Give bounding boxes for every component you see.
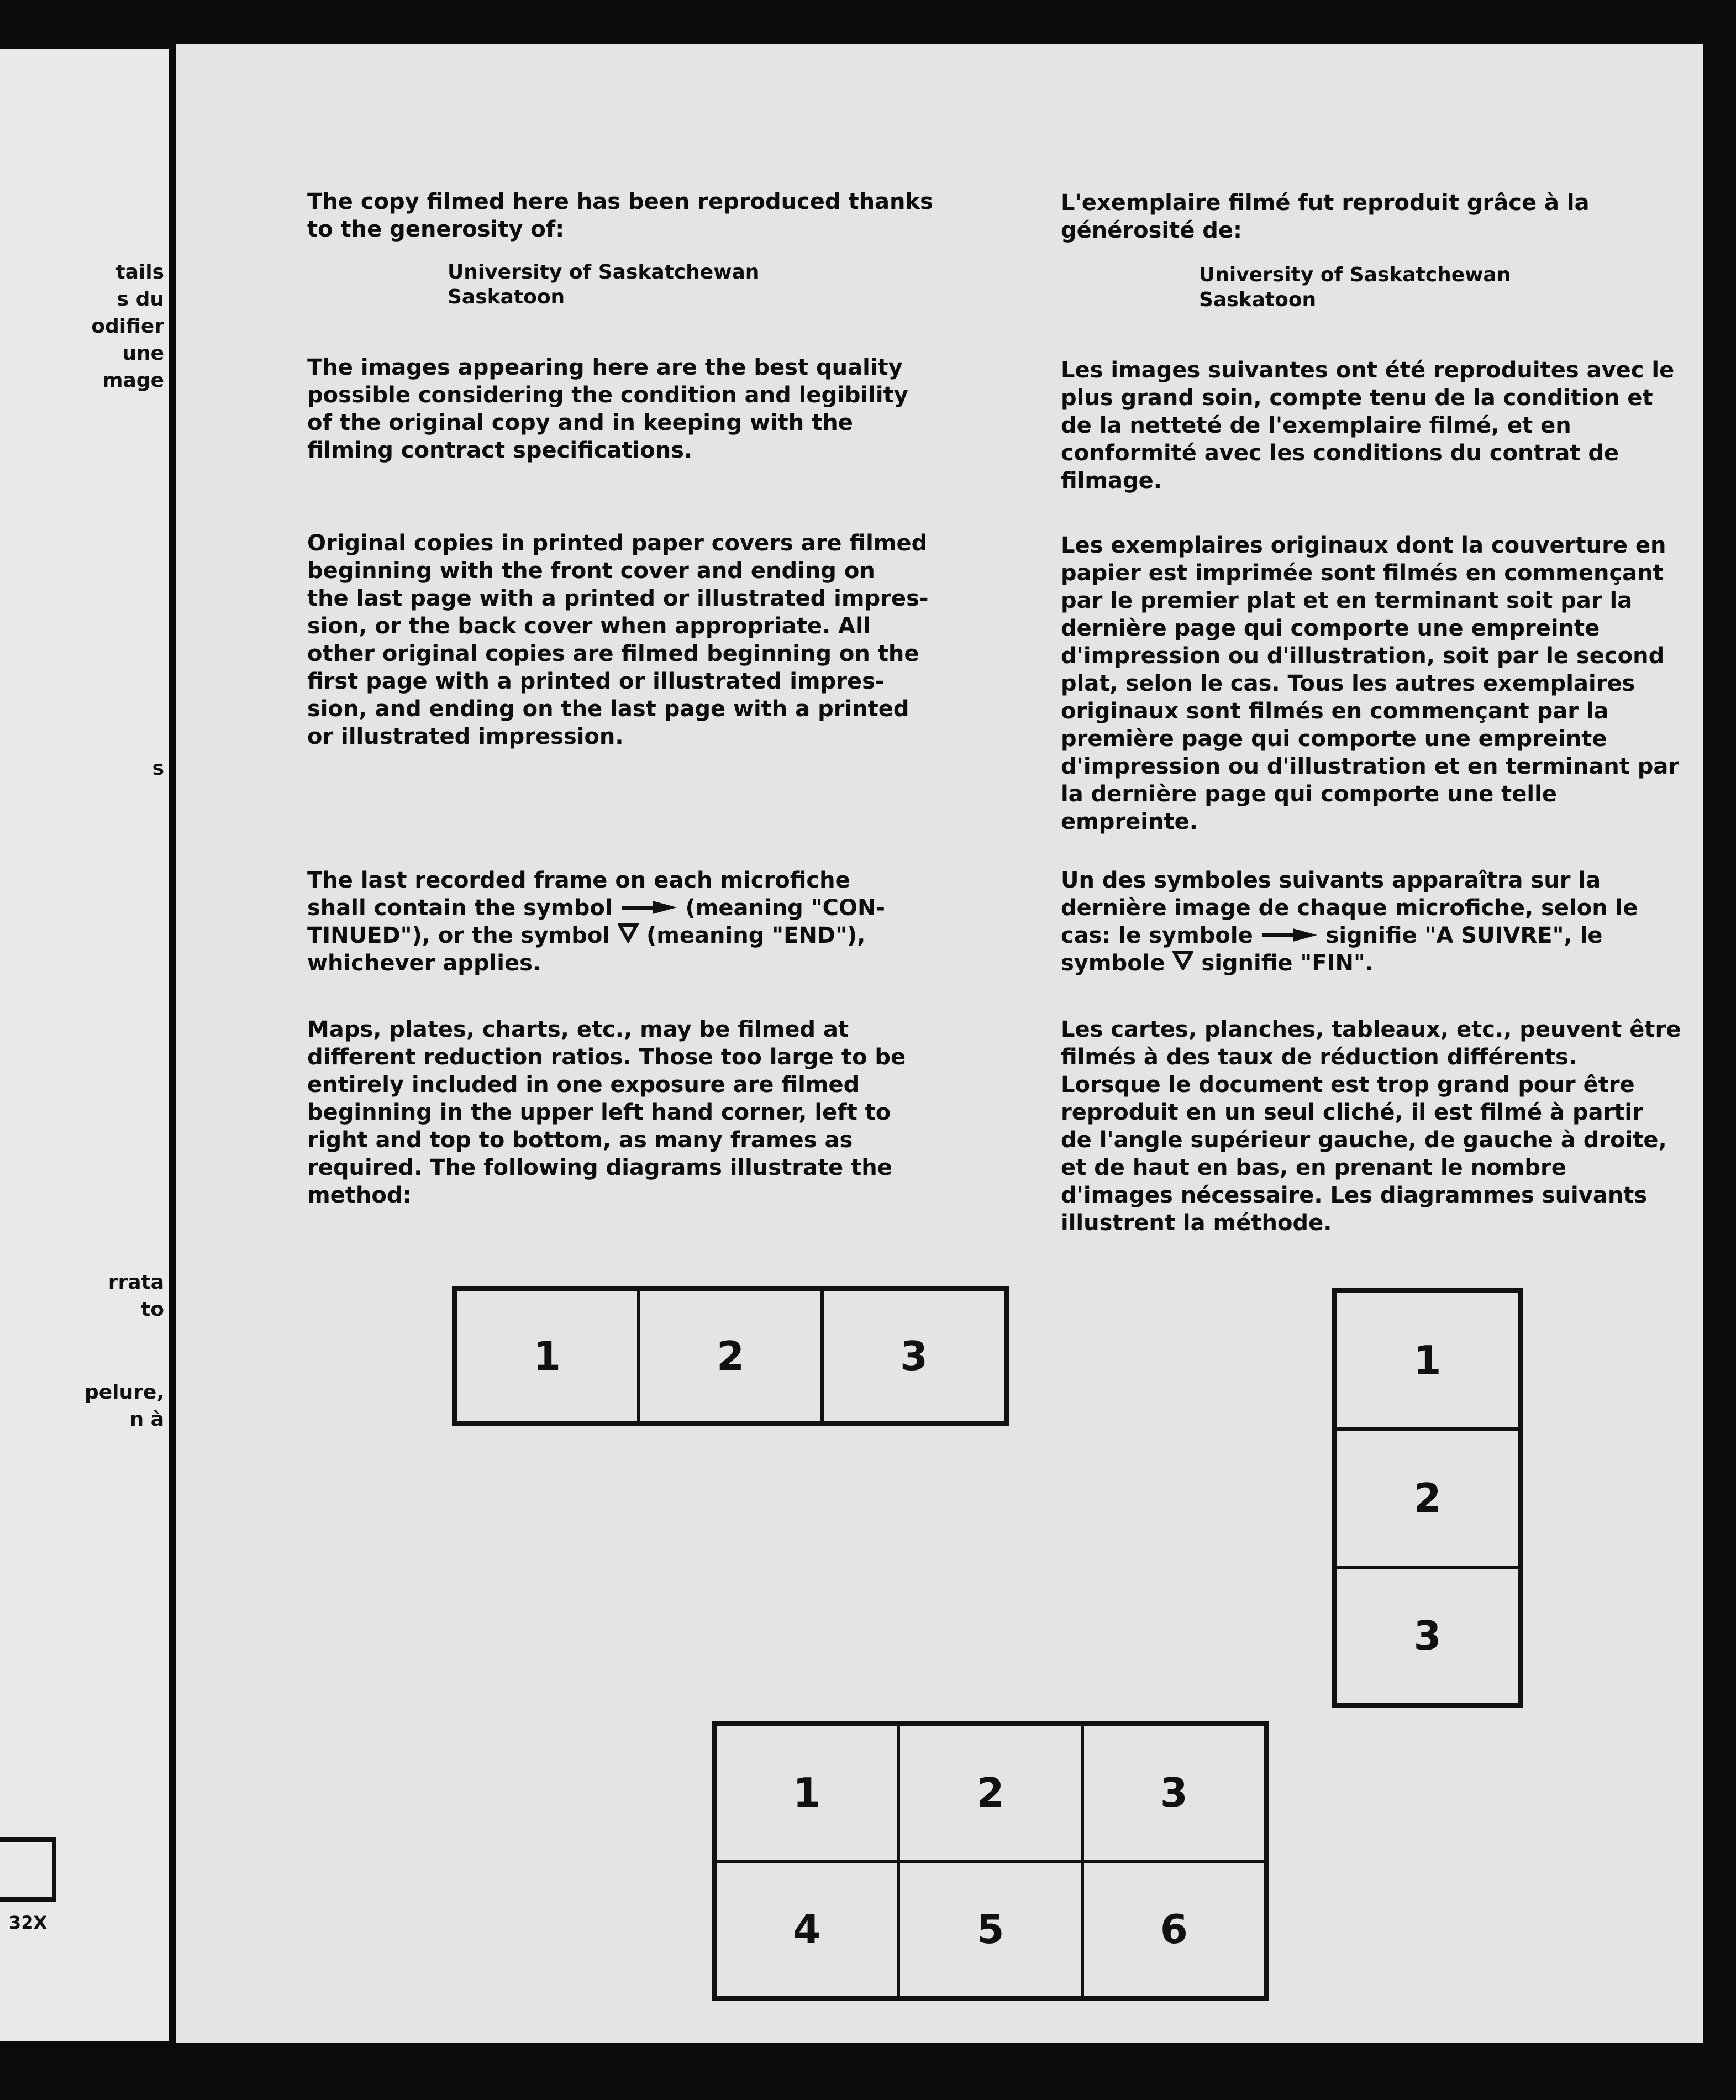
left-fragment-5: rrata bbox=[108, 1271, 164, 1294]
diagram-cell: 4 bbox=[715, 1861, 898, 1998]
en-quality: The images appearing here are the best quality possible considering the condition and legibility of the original copy and in keeping with the filming contract specifications. bbox=[307, 355, 908, 463]
diagram-cell: 1 bbox=[455, 1289, 639, 1423]
left-fragment-3: une bbox=[122, 342, 164, 365]
left-fragment-1: s du bbox=[117, 288, 164, 311]
diagram-vertical bbox=[1332, 1288, 1523, 1708]
left-fragment-6: to bbox=[141, 1298, 164, 1321]
triangle-down-icon bbox=[1172, 951, 1193, 970]
diagram-cell: 3 bbox=[1082, 1725, 1266, 1861]
diagram-grid bbox=[712, 1721, 1269, 2001]
diagram-cell: 3 bbox=[1335, 1567, 1519, 1705]
en-symbols-text-3: (meaning "END"), whichever applies. bbox=[307, 923, 866, 976]
fr-symbols bbox=[1061, 867, 1638, 977]
fr-symbols-text-2: signifie "A SUIVRE", le symbole bbox=[1061, 923, 1603, 976]
resolution-box bbox=[0, 1838, 56, 1902]
en-intro: The copy filmed here has been reproduced thanks to the generosity of: bbox=[307, 189, 933, 242]
diagram-cell: 2 bbox=[1335, 1429, 1519, 1567]
left-fragment-4: mage bbox=[102, 369, 164, 392]
diagram-horizontal bbox=[452, 1286, 1009, 1426]
fr-covers: Les exemplaires originaux dont la couverture en papier est imprimée sont filmés en commençant par le premier plat et en terminant soit par la dernière page qui comporte une empreinte d'impression ou d'illustration, soit par le second plat, selon le cas. Tous les autres exemplaires originaux sont filmés en commençant par la première page qui comporte une empreinte d'impression ou d'illustration et en terminant par la dernière page qui comporte une telle empreinte. bbox=[1061, 533, 1680, 834]
en-symbols-text-1: The last recorded frame on each microfiche shall contain the symbol bbox=[307, 868, 850, 921]
diagram-cell: 1 bbox=[1335, 1292, 1519, 1429]
triangle-down-icon bbox=[618, 923, 639, 943]
en-maps: Maps, plates, charts, etc., may be filmed at different reduction ratios. Those too large to be entirely included in one exposure are filmed beginning in the upper left hand corner, left to right and top to bottom, as many frames as required. The following diagrams illustrate the method: bbox=[307, 1017, 906, 1208]
fr-institution-city: Saskatoon bbox=[1199, 288, 1317, 311]
en-symbols bbox=[307, 867, 885, 977]
fr-intro: L'exemplaire filmé fut reproduit grâce à la générosité de: bbox=[1061, 190, 1590, 243]
main-page bbox=[176, 44, 1703, 2043]
fr-quality: Les images suivantes ont été reproduites avec le plus grand soin, compte tenu de la condition et de la netteté de l'exemplaire filmé, et en conformité avec les conditions du contrat de filmage. bbox=[1061, 358, 1675, 494]
left-fragment-7: pelure, bbox=[85, 1381, 164, 1404]
diagram-cell: 2 bbox=[898, 1725, 1082, 1861]
resolution-label: 32X bbox=[9, 1912, 48, 1933]
fr-symbols-text-3: signifie "FIN". bbox=[1201, 951, 1374, 976]
diagram-cell: 6 bbox=[1082, 1861, 1266, 1998]
en-symbols-text-2: (meaning "CON- TINUED"), or the symbol bbox=[307, 895, 886, 948]
left-fragment-0: tails bbox=[115, 261, 164, 284]
left-fragment-2: odifier bbox=[91, 315, 164, 338]
en-institution-name: University of Saskatchewan bbox=[448, 261, 760, 284]
left-fragment-8: n à bbox=[129, 1408, 164, 1431]
diagram-cell: 3 bbox=[822, 1289, 1006, 1423]
en-covers: Original copies in printed paper covers are filmed beginning with the front cover and ending on the last page with a printed or illustrated impres- sion, or the back cover when appropriate. All other original copies are filmed beginning on the first page with a printed or illustrated impres- sion, and ending on the last page with a printed or illustrated impression. bbox=[307, 531, 929, 749]
diagram-cell: 2 bbox=[639, 1289, 822, 1423]
arrow-right-icon bbox=[1261, 927, 1318, 943]
fr-symbols-text-1: Un des symboles suivants apparaîtra sur la dernière image de chaque microfiche, selon le cas: le symbole bbox=[1061, 868, 1638, 948]
left-page bbox=[0, 49, 169, 2041]
arrow-right-icon bbox=[620, 900, 678, 915]
fr-maps: Les cartes, planches, tableaux, etc., peuvent être filmés à des taux de réduction différents. Lorsque le document est trop grand pour être reproduit en un seul cliché, il est filmé à partir de l'angle supérieur gauche, de gauche à droite, et de haut en bas, en prenant le nombre d'images nécessaire. Les diagrammes suivants illustrent la méthode. bbox=[1061, 1017, 1681, 1236]
en-institution-city: Saskatoon bbox=[448, 286, 565, 308]
diagram-cell: 1 bbox=[715, 1725, 898, 1861]
fr-institution-name: University of Saskatchewan bbox=[1199, 264, 1511, 286]
diagram-cell: 5 bbox=[898, 1861, 1082, 1998]
left-fragment-mid: s bbox=[152, 757, 164, 780]
